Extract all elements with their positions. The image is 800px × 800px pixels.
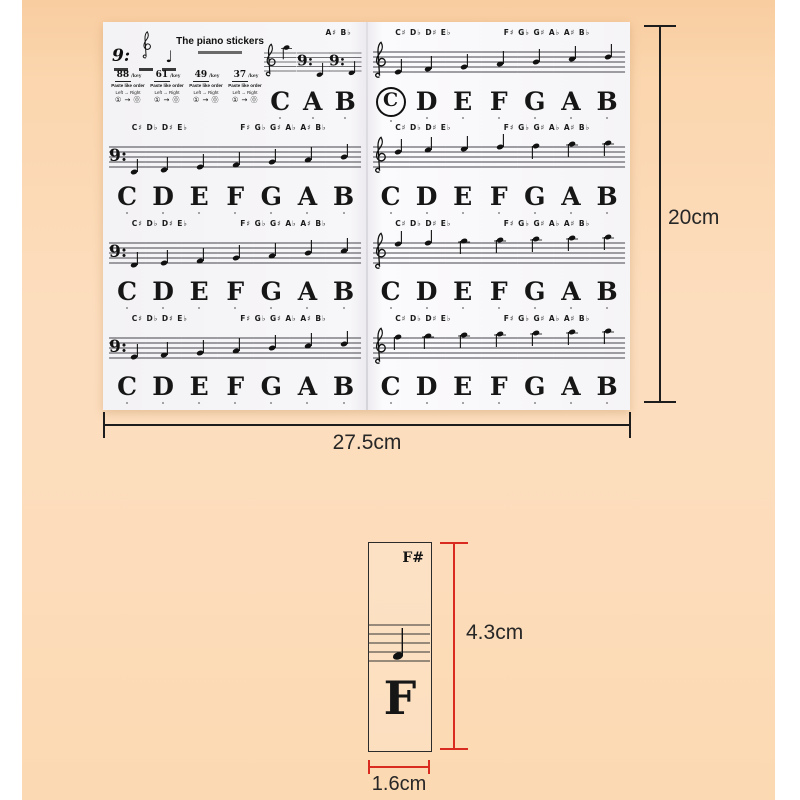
- staff-row: [373, 230, 626, 276]
- staff-cell: [481, 231, 517, 275]
- key-unit: /key: [170, 74, 181, 79]
- note-letter: A: [289, 184, 325, 214]
- staff-row: [109, 325, 362, 371]
- note-letter: [373, 85, 409, 122]
- staff-cell: [289, 135, 325, 179]
- key-unit: /key: [248, 74, 259, 79]
- note-letter: G: [253, 374, 289, 404]
- sharps-flats-row: [109, 218, 362, 230]
- note-letters-row: [373, 276, 626, 313]
- staff-cell: [253, 231, 289, 275]
- sharps-group: C♯ D♭ D♯ E♭: [395, 313, 452, 323]
- order-circles-icon: ① → ⓪: [153, 96, 181, 105]
- staff-cell: [181, 135, 217, 179]
- sharps-flats-row: [373, 122, 626, 134]
- key-count: [188, 71, 224, 80]
- staff-cell: [264, 40, 297, 84]
- note-letter: D: [145, 374, 181, 404]
- staff-cell: [329, 40, 362, 84]
- note-letter: B: [325, 279, 361, 309]
- note-letters-row: [109, 180, 362, 217]
- staff-cell: [325, 326, 361, 370]
- note-letter: G: [517, 279, 553, 309]
- note-letter: D: [409, 89, 445, 119]
- staff-row: [373, 325, 626, 371]
- note-letter: F: [217, 279, 253, 309]
- staff-cell: [297, 40, 330, 84]
- staff-cell: [481, 40, 517, 84]
- note-letter: B: [325, 374, 361, 404]
- bass-clef-legend: [112, 48, 130, 71]
- staff-cell: [109, 326, 145, 370]
- note-letter: A: [553, 374, 589, 404]
- staff-cell: [517, 231, 553, 275]
- key-count: [110, 71, 146, 80]
- sharps-group: C♯ D♭ D♯ E♭: [131, 313, 188, 323]
- staff-cell: [589, 135, 625, 179]
- sticker-sharp-label: F#: [402, 550, 424, 566]
- dimension-cap: [440, 542, 468, 544]
- header-top-strip: [109, 30, 264, 64]
- note-letter: C: [109, 184, 145, 214]
- header-band: [109, 27, 362, 122]
- sheet-band: [373, 27, 626, 122]
- staff-cell: [253, 135, 289, 179]
- staff-cell: [481, 135, 517, 179]
- staff-cell: [553, 231, 589, 275]
- dimension-cap: [440, 748, 468, 750]
- sharps-group: F♯ G♭ G♯ A♭ A♯ B♭: [503, 123, 591, 133]
- note-letter: D: [145, 279, 181, 309]
- staff-cell: [445, 231, 481, 275]
- sticker-sheet: [103, 22, 630, 410]
- left-right-text: Left → Right: [193, 89, 219, 95]
- key-count-chip: [227, 71, 263, 104]
- note-letter: A: [289, 279, 325, 309]
- sharps-group: F♯ G♭ G♯ A♭ A♯ B♭: [240, 313, 327, 323]
- staff-row: [373, 134, 626, 180]
- header-main: [109, 27, 264, 122]
- staff-cell: [517, 135, 553, 179]
- staff-cell: [325, 231, 361, 275]
- note-letter: D: [409, 184, 445, 214]
- sheet-height-label: 20cm: [668, 206, 720, 229]
- note-letter: E: [445, 279, 481, 309]
- staff-cell: [409, 326, 445, 370]
- sheet-band: [109, 218, 362, 313]
- sharps-group: F♯ G♭ G♯ A♭ A♯ B♭: [240, 123, 327, 133]
- sharps-group: F♯ G♭ G♯ A♭ A♯ B♭: [503, 218, 591, 228]
- note-letter: B: [325, 184, 361, 214]
- note-letter: E: [445, 89, 481, 119]
- staff-row: [264, 39, 362, 85]
- sheet-left-half: [103, 22, 367, 410]
- staff-cell: [373, 231, 409, 275]
- note-letter: D: [145, 184, 181, 214]
- note-letter: G: [517, 374, 553, 404]
- sheet-height-dimension-line: [659, 25, 661, 403]
- staff-cell: [145, 326, 181, 370]
- note-letter: D: [409, 279, 445, 309]
- dimension-cap: [368, 760, 370, 774]
- sticker-width-dimension-line: [368, 766, 430, 768]
- quarter-note-icon: [392, 628, 404, 661]
- middle-c-circled: C: [376, 87, 406, 117]
- clef-legend: [109, 30, 176, 71]
- sticker-staff-icon: [368, 623, 430, 663]
- staff-cell: [217, 326, 253, 370]
- sharps-flats-row: [264, 27, 362, 39]
- sharps-group: F♯ G♭ G♯ A♭ A♯ B♭: [503, 313, 591, 323]
- staff-cell: [481, 326, 517, 370]
- title-block: [176, 30, 264, 54]
- note-letter: C: [373, 279, 409, 309]
- paste-order-text: Paste like order: [111, 82, 145, 88]
- note-letter: G: [253, 279, 289, 309]
- note-letter: G: [517, 89, 553, 119]
- left-right-text: Left → Right: [115, 89, 141, 95]
- staff-cell: [181, 231, 217, 275]
- sticker-note-letter: F: [383, 671, 417, 725]
- key-count-chip: [149, 71, 185, 104]
- sharps-flats-row: [109, 122, 362, 134]
- note-letters-row: [373, 85, 626, 122]
- staff-cell: [373, 40, 409, 84]
- sheet-header: [109, 27, 362, 122]
- sharps-group: A♯ B♭: [325, 28, 352, 37]
- staff-cell: [109, 231, 145, 275]
- note-letters-row: [373, 371, 626, 408]
- note-letter: A: [289, 374, 325, 404]
- dimension-cap: [644, 25, 676, 27]
- staff-cell: [409, 135, 445, 179]
- staff-cell: [553, 326, 589, 370]
- note-letters-row: [373, 180, 626, 217]
- staff-cell: [145, 135, 181, 179]
- staff-cell: [373, 326, 409, 370]
- sharps-flats-row: [109, 313, 362, 325]
- key-count-options: [109, 71, 264, 104]
- key-count-number: 49: [194, 70, 208, 80]
- key-count-number: 88: [116, 70, 130, 80]
- sheet-band: [109, 313, 362, 408]
- note-letter: G: [517, 184, 553, 214]
- note-letter: F: [481, 89, 517, 119]
- note-letters-row: [109, 371, 362, 408]
- staff-cell: [553, 135, 589, 179]
- left-right-text: Left → Right: [154, 89, 180, 95]
- sheet-band: [373, 122, 626, 217]
- staff-cell: [289, 231, 325, 275]
- key-count-number: 37: [233, 70, 247, 80]
- sharps-group: C♯ D♭ D♯ E♭: [395, 218, 452, 228]
- sharps-flats-row: [373, 218, 626, 230]
- note-letter: B: [589, 89, 625, 119]
- staff-cell: [145, 231, 181, 275]
- sheet-fold-line: [366, 22, 368, 410]
- staff-cell: [325, 135, 361, 179]
- note-letter: A: [553, 279, 589, 309]
- staff-cell: [109, 135, 145, 179]
- staff-cell: [445, 326, 481, 370]
- note-letter: A: [297, 89, 330, 119]
- sheet-band: [109, 122, 362, 217]
- left-right-text: Left → Right: [232, 89, 258, 95]
- quarter-note-icon: ♩: [165, 47, 173, 66]
- staff-cell: [589, 231, 625, 275]
- note-letter: F: [481, 184, 517, 214]
- sheet-subtitle-bar: [198, 51, 242, 54]
- sharps-group: C♯ D♭ D♯ E♭: [395, 28, 452, 37]
- staff-cell: [289, 326, 325, 370]
- note-letter: C: [109, 374, 145, 404]
- key-count: [149, 71, 185, 80]
- staff-cell: [217, 231, 253, 275]
- sheet-width-dimension-line: [103, 424, 631, 426]
- note-letter: E: [181, 184, 217, 214]
- key-count: [227, 71, 263, 80]
- sheet-band: [373, 218, 626, 313]
- paste-order-text: Paste like order: [189, 82, 223, 88]
- sharps-flats-row: [373, 313, 626, 325]
- staff-cell: [373, 135, 409, 179]
- staff-cell: [589, 326, 625, 370]
- dimension-cap: [644, 401, 676, 403]
- note-letter: C: [109, 279, 145, 309]
- svg-text:9:: 9:: [296, 51, 313, 70]
- sticker-width-label: 1.6cm: [371, 773, 427, 795]
- note-letter: D: [409, 374, 445, 404]
- sticker-height-label: 4.3cm: [466, 621, 524, 644]
- note-letter: E: [445, 184, 481, 214]
- sharps-group: C♯ D♭ D♯ E♭: [131, 218, 188, 228]
- sharps-group: C♯ D♭ D♯ E♭: [395, 123, 452, 133]
- single-sticker-diagram: [368, 542, 432, 752]
- paste-order-text: Paste like order: [150, 82, 184, 88]
- order-circles-icon: ① → ⓪: [114, 96, 142, 105]
- treble-clef-icon: [139, 30, 153, 65]
- note-letter: E: [445, 374, 481, 404]
- note-letter: G: [253, 184, 289, 214]
- note-letter: B: [329, 89, 362, 119]
- note-letters-row: [109, 276, 362, 313]
- note-letter: E: [181, 279, 217, 309]
- staff-row: [109, 230, 362, 276]
- note-letter: A: [553, 89, 589, 119]
- note-letter: C: [264, 89, 297, 119]
- note-legend: [162, 49, 176, 71]
- key-count-number: 61: [155, 70, 169, 80]
- staff-cell: [589, 40, 625, 84]
- svg-text:9:: 9:: [109, 241, 128, 262]
- staff-cell: [445, 40, 481, 84]
- note-letter: F: [217, 374, 253, 404]
- staff-cell: [517, 40, 553, 84]
- svg-text:9:: 9:: [329, 51, 346, 70]
- svg-text:9:: 9:: [109, 146, 128, 167]
- sharps-group: C♯ D♭ D♯ E♭: [131, 123, 188, 133]
- sharps-flats-row: [373, 27, 626, 39]
- note-letter: F: [217, 184, 253, 214]
- note-letter: C: [373, 374, 409, 404]
- dimension-cap: [428, 760, 430, 774]
- key-unit: /key: [131, 74, 142, 79]
- note-letter: B: [589, 374, 625, 404]
- note-letters-row: [264, 85, 362, 122]
- staff-cell: [445, 135, 481, 179]
- staff-row: [373, 39, 626, 85]
- note-letter: F: [481, 279, 517, 309]
- staff-cell: [217, 135, 253, 179]
- staff-cell: [181, 326, 217, 370]
- key-count-chip: [188, 71, 224, 104]
- paste-order-text: Paste like order: [228, 82, 262, 88]
- sharps-group: F♯ G♭ G♯ A♭ A♯ B♭: [503, 28, 591, 37]
- order-circles-icon: ① → ⓪: [192, 96, 220, 105]
- staff-cell: [253, 326, 289, 370]
- sheet-title: The piano stickers: [176, 36, 264, 47]
- bass-clef-icon: 9:: [112, 46, 131, 66]
- note-letter: E: [181, 374, 217, 404]
- note-letter: F: [481, 374, 517, 404]
- note-letter: C: [373, 184, 409, 214]
- svg-text:9:: 9:: [109, 336, 128, 357]
- staff-cell: [517, 326, 553, 370]
- note-letter: B: [589, 279, 625, 309]
- sticker-height-dimension-line: [453, 542, 455, 750]
- note-letter: B: [589, 184, 625, 214]
- key-unit: /key: [209, 74, 220, 79]
- staff-cell: [409, 40, 445, 84]
- sheet-right-half: [367, 22, 631, 410]
- header-mini-band: [264, 27, 362, 122]
- staff-row: [109, 134, 362, 180]
- sharps-group: F♯ G♭ G♯ A♭ A♯ B♭: [240, 218, 327, 228]
- staff-cell: [553, 40, 589, 84]
- treble-clef-legend: [139, 30, 153, 71]
- staff-cell: [409, 231, 445, 275]
- sheet-band: [373, 313, 626, 408]
- sheet-width-label: 27.5cm: [332, 431, 402, 454]
- order-circles-icon: ① → ⓪: [231, 96, 259, 105]
- key-count-chip: [110, 71, 146, 104]
- note-letter: A: [553, 184, 589, 214]
